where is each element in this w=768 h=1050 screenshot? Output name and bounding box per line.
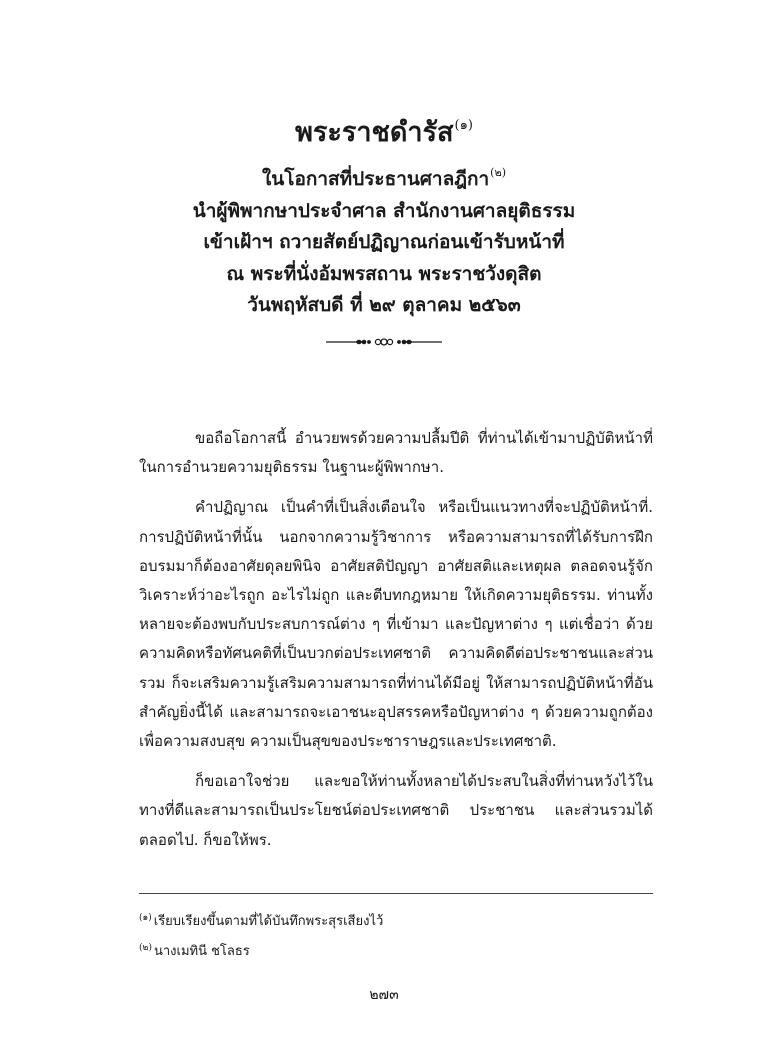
footnote-1-text: เรียบเรียงขึ้นตามที่ได้บันทึกพระสุรเสียงไว้ (153, 914, 384, 929)
footnote-2-text: นางเมทินี ชโลธร (153, 944, 250, 959)
page-title (0, 106, 768, 153)
subtitle-footnote-mark: (๒) (490, 166, 507, 179)
body-paragraph-3: ก็ขอเอาใจช่วย และขอให้ท่านทั้งหลายได้ประสบในสิ่งที่ท่านหวังไว้ในทางที่ดีและสามารถเป็นประโยชน์ต่อประเทศชาติ ประชาชน และส่วนรวมได้ตลอดไป. ก็ขอให้พร. (139, 772, 653, 849)
footnotes (139, 905, 653, 965)
title-text: พระราชดำรัส (295, 117, 454, 148)
subtitle-line-5: วันพฤหัสบดี ที่ ๒๙ ตุลาคม ๒๕๖๓ (247, 294, 521, 316)
title-footnote-mark: (๑) (454, 118, 473, 133)
subtitle-line-3: เข้าเฝ้าฯ ถวายสัตย์ปฏิญาณก่อนเข้ารับหน้าที่ (203, 231, 565, 253)
footnote-2 (139, 935, 653, 965)
footnote-divider (139, 893, 653, 894)
subtitle-line-2: นำผู้พิพากษาประจำศาล สำนักงานศาลยุติธรรม (192, 199, 576, 222)
footnote-1-mark: (๑) (139, 913, 152, 923)
body-paragraph-1: ขอถือโอกาสนี้ อำนวยพรด้วยความปลื้มปีติ ที่ท่านได้เข้ามาปฏิบัติหน้าที่ในการอำนวยความยุติธรรม ในฐานะผู้พิพากษา. (139, 429, 653, 477)
body-text (139, 424, 653, 866)
subtitle-line-1-text: ในโอกาสที่ประธานศาลฎีกา (261, 168, 490, 190)
page-number: ๒๗๓ (369, 987, 399, 1003)
body-paragraph-2: คำปฏิญาณ เป็นคำที่เป็นสิ่งเตือนใจ หรือเป็นแนวทางที่จะปฏิบัติหน้าที่. การปฏิบัติหน้าที่นั้น นอกจากความรู้วิชาการ หรือความสามารถที่ได้รับการฝึกอบรมมาก็ต้องอาศัยดุลยพินิจ อาศัยสติปัญญา อาศัยสติและเหตุผล ตลอดจนรู้จักวิเคราะห์ว่าอะไรถูก อะไรไม่ถูก และตีบทกฎหมาย ให้เกิดความยุติธรรม. ท่านทั้งหลายจะต้องพบกับประสบการณ์ต่าง ๆ ที่เข้ามา และปัญหาต่าง ๆ แต่เชื่อว่า ด้วยความคิดหรือทัศนคติที่เป็นบวกต่อประเทศชาติ ความคิดดีต่อประชาชนและส่วนรวม ก็จะเสริมความรู้เสริมความสามารถที่ท่านได้มีอยู่ ให้สามารถปฏิบัติหน้าที่อันสำคัญยิ่งนี้ได้ และสามารถจะเอาชนะอุปสรรคหรือปัญหาต่าง ๆ ด้วยความถูกต้อง เพื่อความสงบสุข ความเป็นสุขของประชาราษฎรและประเทศชาติ. (139, 498, 653, 751)
footnote-2-mark: (๒) (139, 943, 152, 953)
subtitle-line-1 (0, 157, 768, 196)
decorative-divider-icon (324, 332, 444, 352)
subtitle-block (0, 157, 768, 322)
footnote-1 (139, 905, 653, 935)
subtitle-line-4: ณ พระที่นั่งอัมพรสถาน พระราชวังดุสิต (226, 262, 542, 285)
